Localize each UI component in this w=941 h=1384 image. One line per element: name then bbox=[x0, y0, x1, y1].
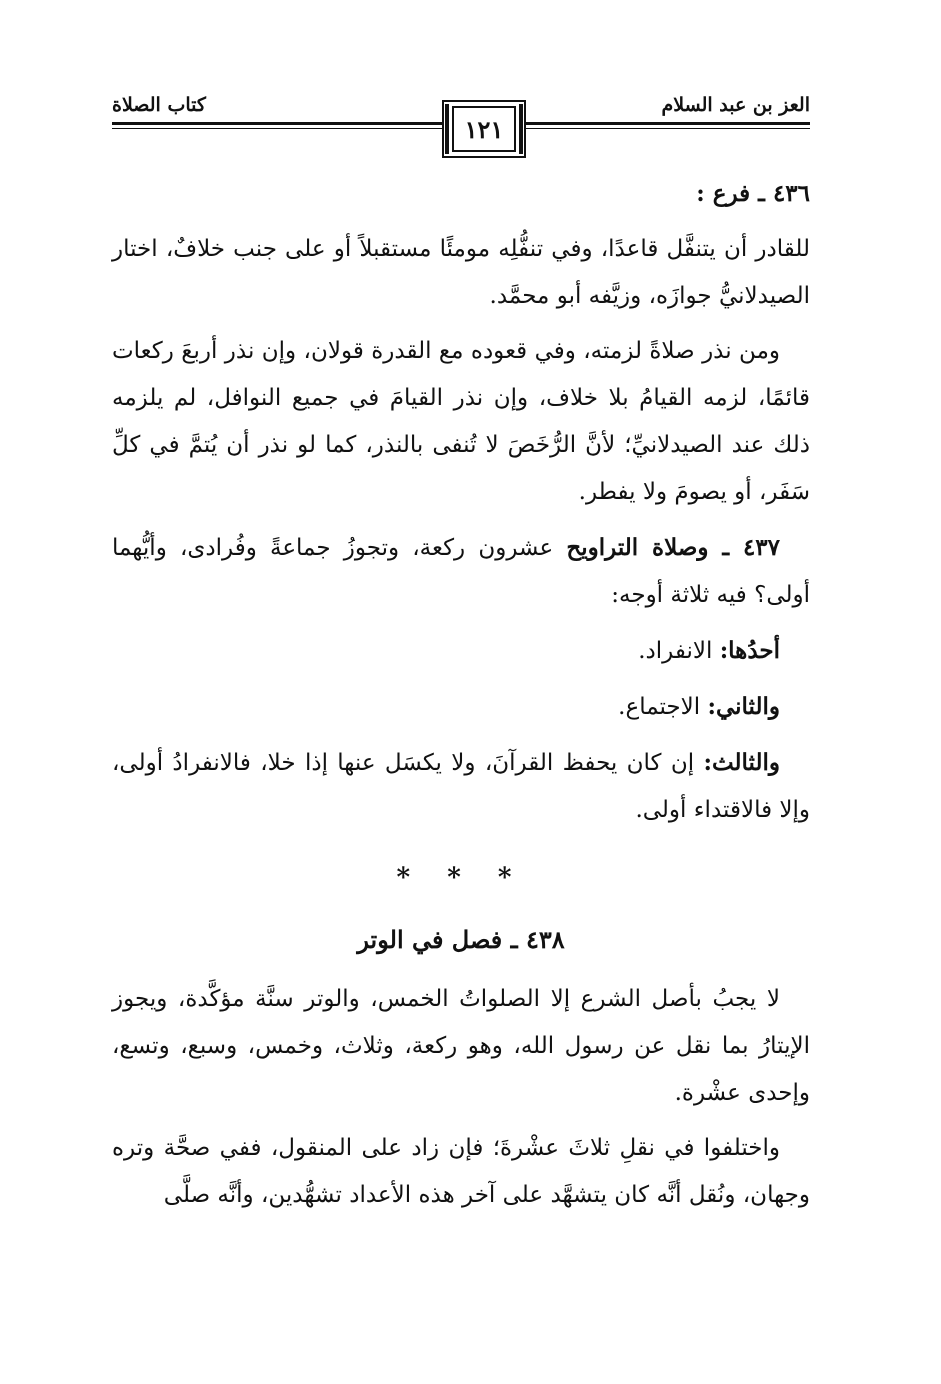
section-separator: * * * bbox=[396, 863, 526, 893]
paragraph-437 bbox=[112, 524, 810, 619]
header-author: العز بن عبد السلام bbox=[661, 94, 810, 116]
paragraph-first bbox=[112, 627, 810, 675]
section-title: ٤٣٨ ـ فصل في الوتر bbox=[357, 925, 565, 954]
paragraph-436-heading bbox=[112, 170, 810, 218]
paragraph-text: الاجتماع. bbox=[618, 694, 701, 720]
paragraph-text: إن كان يحفظ القرآنَ، ولا يكسَل عنها إذا خلا، فالانفرادُ أولى، وإلا فالاقتداء أولى. bbox=[112, 750, 810, 823]
paragraph-lead: والثاني: bbox=[707, 693, 780, 720]
page-body bbox=[112, 170, 810, 1227]
paragraph-third bbox=[112, 739, 810, 834]
section-paragraph: واختلفوا في نقلِ ثلاثَ عشْرةَ؛ فإن زاد على المنقول، ففي صحَّة وتره وجهان، ونُقل أنَّه كان يتشهَّد على آخر هذه الأعداد تشهُّدين، وأنَّه صلَّى bbox=[112, 1135, 810, 1208]
paragraph-text: عشرون ركعة، وتجوزُ جماعةً وفُرادى، وأيُّهما أولى؟ فيه ثلاثة أوجه: bbox=[112, 535, 810, 608]
paragraph bbox=[112, 328, 810, 516]
paragraph-lead: ٤٣٦ ـ فرع : bbox=[696, 180, 810, 207]
paragraph-second bbox=[112, 683, 810, 731]
section-paragraph: لا يجبُ بأصل الشرع إلا الصلواتُ الخمس، والوتر سنَّة مؤكَّدة، ويجوز الإيتارُ بما نقل عن رسول الله، وهو ركعة، وثلاث، وخمس، وسبع، وتسع، وإحدى عشْرة. bbox=[112, 986, 810, 1106]
header-book-title: كتاب الصلاة bbox=[112, 94, 206, 116]
page-number: ١٢١ bbox=[452, 106, 516, 152]
paragraph-lead: أحدُها: bbox=[719, 637, 780, 664]
running-header bbox=[112, 92, 810, 162]
paragraph bbox=[112, 226, 810, 320]
paragraph-text: للقادر أن يتنفَّل قاعدًا، وفي تنفُّلِه مومئًا مستقبلاً أو على جنب خلافٌ، اختار الصيدلانيُّ جوازَه، وزيَّفه أبو محمَّد. bbox=[112, 236, 810, 309]
paragraph-lead: والثالث: bbox=[703, 749, 781, 776]
paragraph-text: ومن نذر صلاةً لزمته، وفي قعوده مع القدرة قولان، وإن نذر أربعَ ركعات قائمًا، لزمه القيامُ بلا خلاف، وإن نذر القيامَ في جميع النوافل، لم يلزمه ذلك عند الصيدلانيِّ؛ لأنَّ الرُّخَصَ لا تُنفى بالنذر، كما لو نذر أن يُتمَّ في كلِّ سَفَر، أو يصومَ ولا يفطر. bbox=[112, 338, 810, 505]
page-number-frame bbox=[442, 100, 526, 158]
paragraph-lead: ٤٣٧ ـ وصلاة التراويح bbox=[566, 534, 780, 561]
paragraph-text: الانفراد. bbox=[638, 638, 713, 664]
